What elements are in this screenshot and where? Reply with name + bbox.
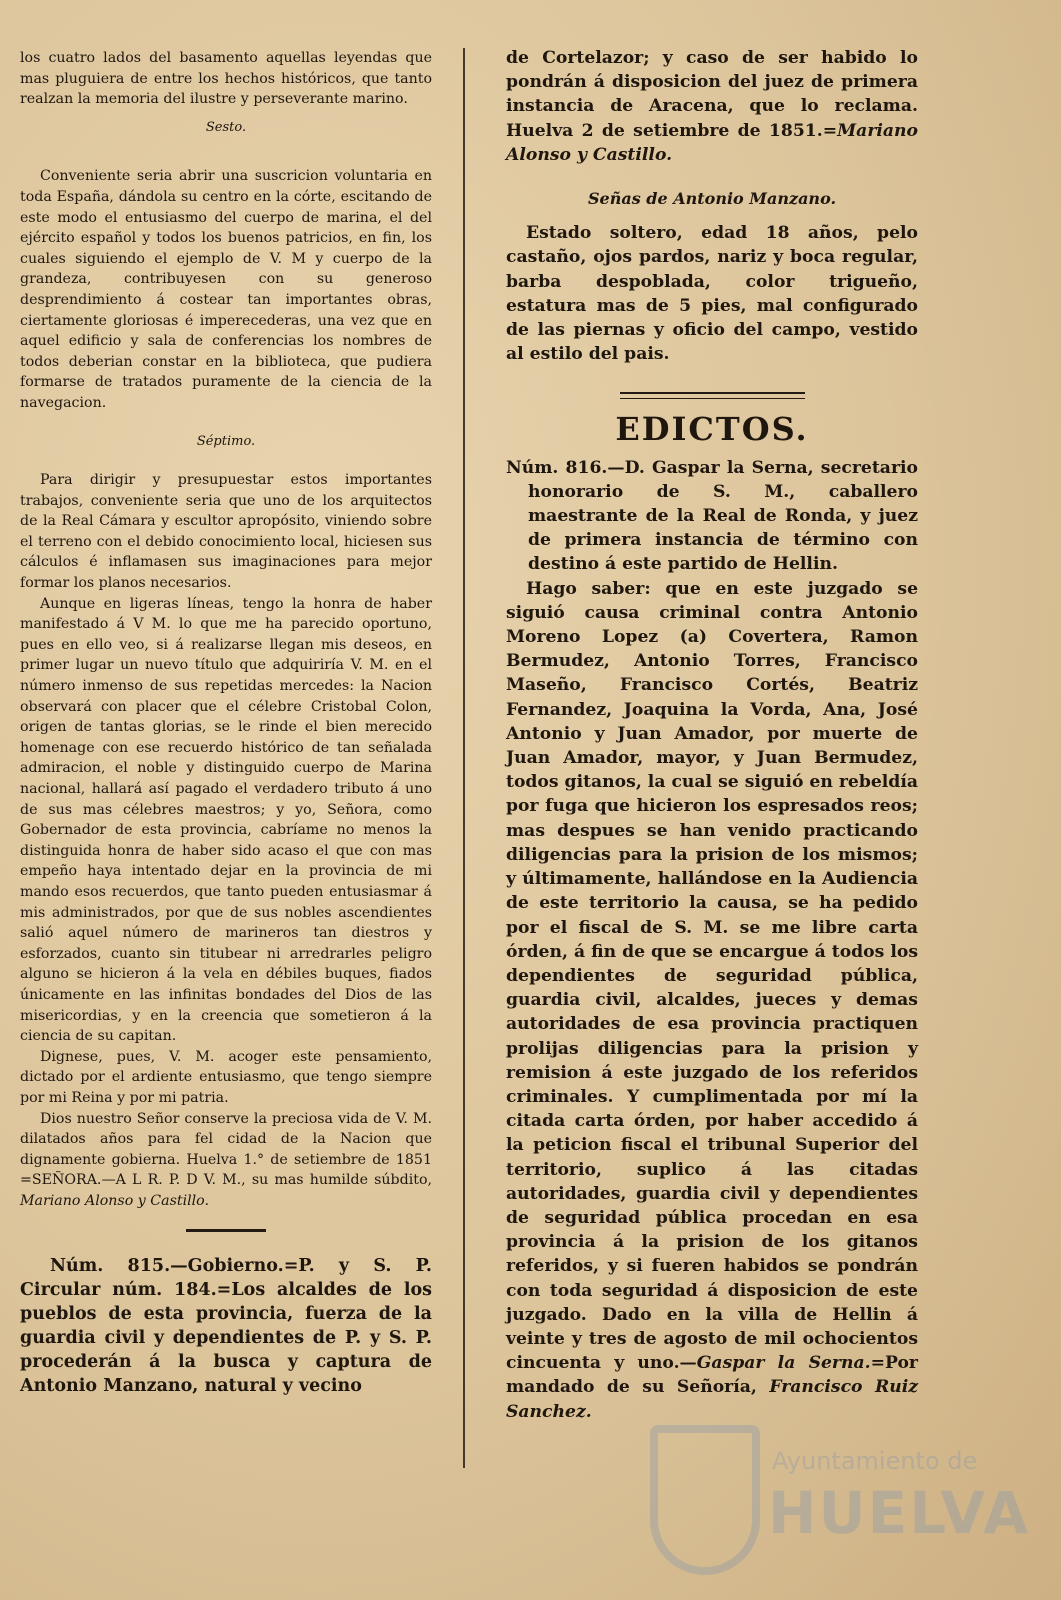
closing-text: Dios nuestro Señor conserve la preciosa vida de V. M. dilatados años para fel cidad de la Nacion que dignamente gobierna. Huelva 1.° de setiembre de 1851 =SEÑORA.—A L R. P. D V. M., su mas humilde súbdito, bbox=[20, 1110, 432, 1189]
paragraph-septimo-1: Para dirigir y presupuestar estos importantes trabajos, conveniente seria que uno de los arquitectos de la Real Cámara y escultor apropósito, viniendo sobre el terreno con el debido conocimiento local, hiciesen sus cálculos é inflamasen sus imaginaciones para mejor formar los planos necesarios. bbox=[20, 472, 432, 592]
signature-mariano-2: Mariano Alonso y Castillo. bbox=[506, 120, 918, 165]
paragraph-septimo-3: Dignese, pues, V. M. acoger este pensamiento, dictado por el ardiente entusiasmo, que tengo siempre por mi Reina y por mi patria. bbox=[20, 1048, 432, 1106]
signature-gaspar: Gaspar la Serna. bbox=[696, 1353, 871, 1374]
right-column bbox=[506, 46, 918, 1424]
paragraph-septimo-2: Aunque en ligeras líneas, tengo la honra de haber manifestado á V M. lo que me ha parecido oportuno, pues en ello veo, si á realizarse llegan mis deseos, en primer lugar un nuevo título que adquiriría V. M. en el número inmenso de sus repetidas mercedes: la Nacion observará con placer que el célebre Cristobal Colon, origen de tantas glorias, se le rinde el bien merecido homenage con ese recuerdo histórico de tan señalada admiracion, el noble y distinguido cuerpo de Marina nacional, hallará así pagado el verdadero tributo á uno de sus mas célebres maestros; y yo, Señora, como Gobernador de esta provincia, cabríame no menos la distinguida honra de haber sido acaso el que con mas empeño haya intentado dejar en la provincia de mi mando esos recuerdos, que tanto pueden entusiasmar á mis administrados, por que de sus nobles ascendientes salió aquel número de marineros tan diestros y esforzados, cuanto sin titubear ni arredrarles peligro alguno se hicieron á la vela en débiles buques, fiados únicamente en las infinitas bondades del Dios de las misericordias, y en la creencia que sometieron á la ciencia de su capitan. bbox=[20, 595, 432, 1045]
paragraph-intro: los cuatro lados del basamento aquellas leyendas que mas pluguiera de entre los hechos históricos, que tanto realzan la memoria del ilustre y perseverante marino. bbox=[20, 50, 432, 108]
left-column bbox=[20, 48, 432, 1398]
spacer bbox=[20, 146, 432, 166]
watermark-line1: Ayuntamiento de bbox=[772, 1447, 978, 1475]
paragraph-senas: Estado soltero, edad 18 años, pelo castaño, ojos pardos, nariz y boca regular, barba despoblada, color trigueño, estatura mas de 5 pies, mal configurado de las piernas y oficio del campo, vestido al estilo del pais. bbox=[506, 223, 918, 365]
watermark-line2: HUELVA bbox=[768, 1479, 1031, 1547]
shield-icon bbox=[650, 1425, 760, 1575]
heading-senas: Señas de Antonio Manzano. bbox=[587, 189, 837, 209]
signature-mariano: Mariano Alonso y Castillo. bbox=[20, 1192, 209, 1209]
paragraph-hago-saber bbox=[506, 577, 918, 1424]
continuation-text: de Cortelazor; y caso de ser habido lo pondrán á disposicion del juez de primera instancia de Aracena, que lo reclama. Huelva 2 de setiembre de 1851.= bbox=[506, 48, 918, 141]
section-title-edictos: EDICTOS. bbox=[615, 410, 809, 449]
paragraph-septimo-4 bbox=[20, 1109, 432, 1212]
heading-septimo: Séptimo. bbox=[196, 433, 256, 449]
announcement-816: Núm. 816.—D. Gaspar la Serna, secretario honorario de S. M., caballero maestrante de la Real de Ronda, y juez de primera instancia de término con destino á este partido de Hellin. bbox=[506, 457, 918, 575]
announcement-815: Núm. 815.—Gobierno.=P. y S. P. Circular núm. 184.=Los alcaldes de los pueblos de esta provincia, fuerza de la guardia civil y dependientes de P. y S. P. procederán á la busca y captura de Antonio Manzano, natural y vecino bbox=[20, 1256, 432, 1397]
paragraph-continuation bbox=[506, 46, 918, 167]
heading-sexto: Sesto. bbox=[205, 119, 247, 135]
watermark-logo bbox=[650, 1425, 1031, 1575]
column-divider bbox=[463, 48, 465, 1468]
hago-text: Hago saber: que en este juzgado se siguió causa criminal contra Antonio Moreno Lopez (a) Covertera, Ramon Bermudez, Antonio Torres, Francisco Maseño, Francisco Cortés, Beatriz Fernandez, Joaquina la Vorda, Ana, José Antonio y Juan Amador, por muerte de Juan Amador, mayor, y Juan Bermudez, todos gitanos, la cual se siguió en rebeldía por fuga que hicieron los espresados reos; mas despues se han venido practicando diligencias para la prision de los mismos; y últimamente, hallándose en la Audiencia de este territorio la causa, se ha pedido por el fiscal de S. M. se me libre carta órden, á fin de que se encargue á todos los dependientes de seguridad pública, guardia civil, alcaldes, jueces y demas autoridades de esa provincia practiquen prolijas diligencias para la prision y remision á este juzgado de los referidos criminales. Y cumplimentada por mí la citada carta órden, por haber accedido á la peticion fiscal el tribunal Superior del territorio, suplico á las citadas autoridades, guardia civil y dependientes de seguridad pública procedan en esa provincia á la prision de los gitanos referidos, y si fueren habidos se pondrán con toda seguridad á disposicion de este juzgado. Dado en la villa de Hellin á veinte y tres de agosto de mil ochocientos cincuenta y uno.— bbox=[506, 578, 918, 1374]
signature-francisco: Francisco Ruiz Sanchez. bbox=[506, 1377, 919, 1422]
paragraph-sexto: Conveniente seria abrir una suscricion voluntaria en toda España, dándola su centro en la córte, escitando de este modo el entusiasmo del cuerpo de marina, el del ejército español y todos los buenos patricios, en fin, los cuales siguiendo el ejemplo de V. M y cuerpo de la grandeza, contribuyesen con su generoso desprendimiento á costear tan importantes obras, ciertamente gloriosas é imperecederas, una vez que en aquel edificio y sala de conferencias los nombres de todos deberian constar en la biblioteca, que pudiera formarse de tratados puramente de la ciencia de la navegacion. bbox=[20, 168, 432, 411]
section-divider bbox=[186, 1229, 266, 1232]
decorative-divider bbox=[620, 392, 805, 399]
mandado-text: =Por mandado de su Señoría, bbox=[506, 1353, 918, 1398]
